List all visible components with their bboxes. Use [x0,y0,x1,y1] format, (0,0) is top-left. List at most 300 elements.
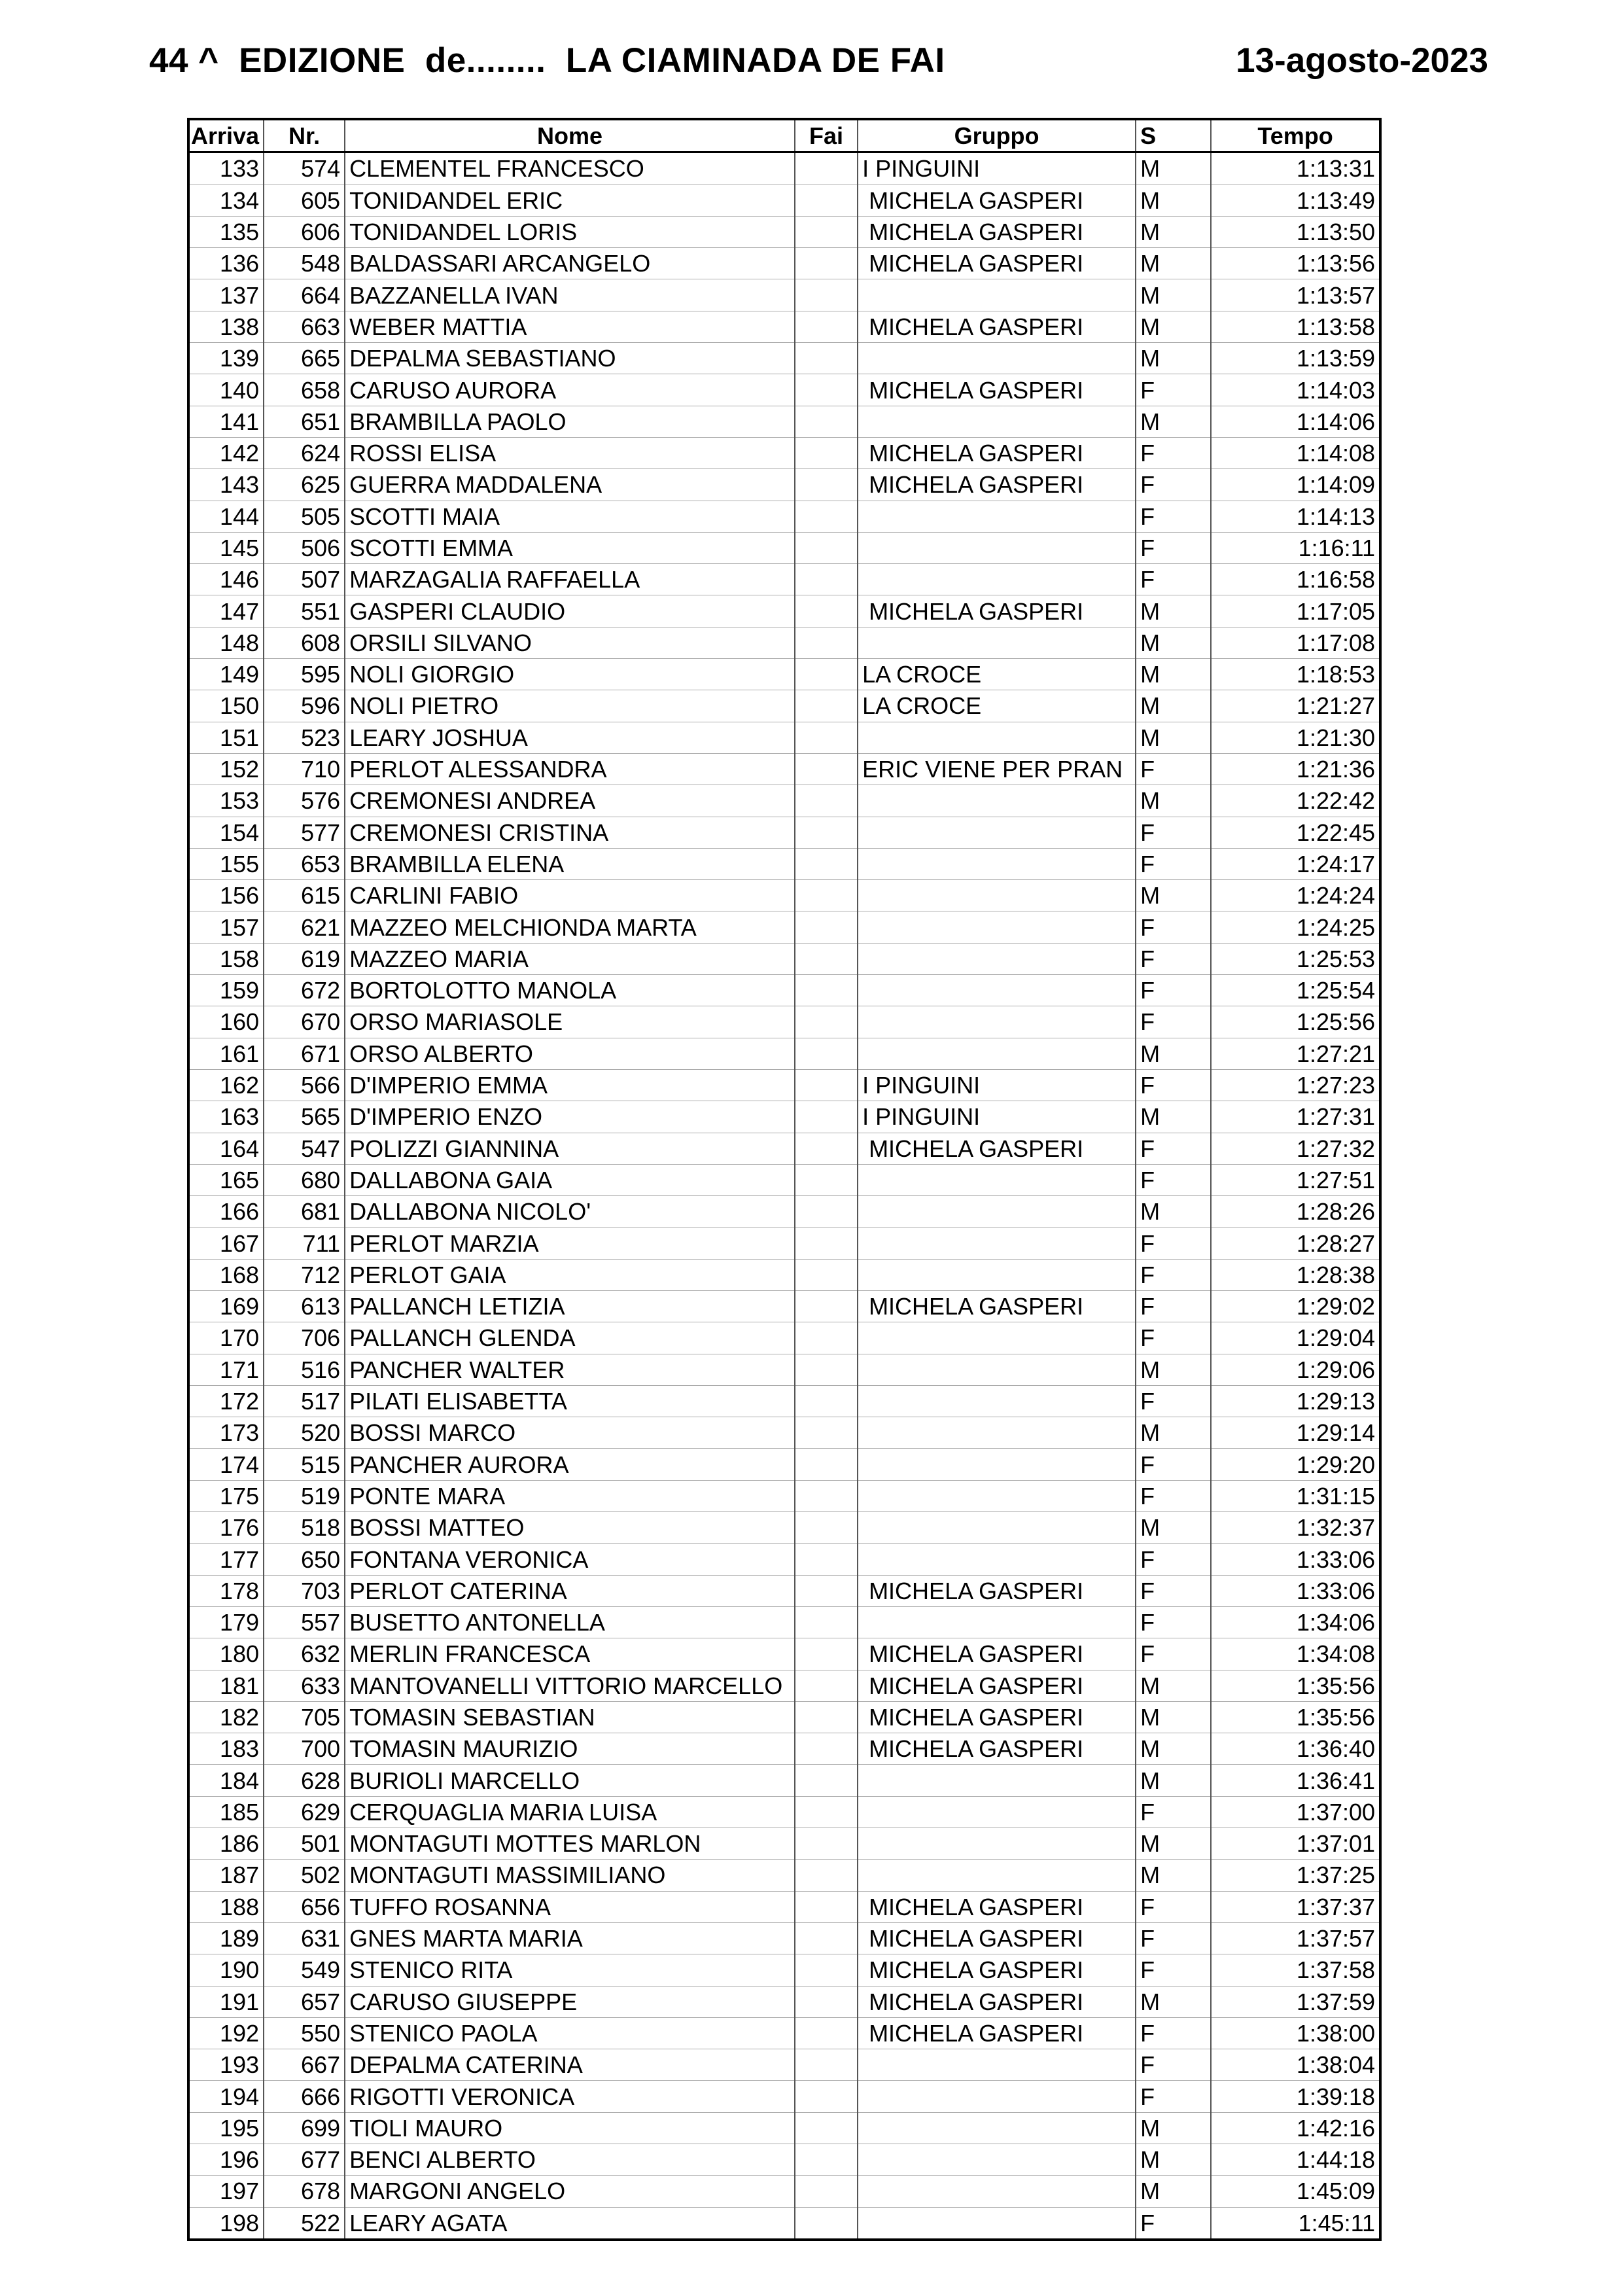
cell-sesso: M [1136,1196,1211,1227]
cell-gruppo: MICHELA GASPERI [858,248,1136,279]
cell-arriva: 133 [188,152,264,185]
cell-tempo: 1:29:20 [1211,1449,1380,1480]
table-row [188,1512,1380,1544]
cell-arriva: 183 [188,1733,264,1765]
cell-nr: 677 [264,2144,345,2176]
race-date: 13-agosto-2023 [1236,41,1488,80]
cell-arriva: 146 [188,564,264,595]
cell-sesso: M [1136,152,1211,185]
cell-gruppo [858,1196,1136,1227]
table-row [188,1796,1380,1828]
cell-tempo: 1:24:17 [1211,848,1380,879]
table-row [188,1101,1380,1133]
cell-nr: 613 [264,1290,345,1322]
cell-arriva: 174 [188,1449,264,1480]
cell-tempo: 1:29:14 [1211,1417,1380,1449]
cell-nr: 711 [264,1227,345,1259]
table-row [188,2049,1380,2081]
cell-fai [795,343,858,374]
cell-arriva: 197 [188,2176,264,2207]
cell-fai [795,1575,858,1606]
cell-fai [795,2176,858,2207]
cell-sesso: M [1136,279,1211,311]
cell-nr: 615 [264,880,345,911]
cell-tempo: 1:36:40 [1211,1733,1380,1765]
cell-tempo: 1:45:09 [1211,2176,1380,2207]
table-row [188,1733,1380,1765]
cell-arriva: 180 [188,1638,264,1670]
table-row [188,943,1380,974]
cell-sesso: M [1136,1101,1211,1133]
cell-nome: SCOTTI EMMA [345,532,795,563]
cell-tempo: 1:27:31 [1211,1101,1380,1133]
cell-fai [795,690,858,722]
cell-fai [795,848,858,879]
cell-nome: TONIDANDEL LORIS [345,216,795,247]
cell-sesso: M [1136,248,1211,279]
cell-nome: WEBER MATTIA [345,311,795,342]
cell-gruppo [858,817,1136,848]
table-row [188,753,1380,785]
cell-gruppo [858,1385,1136,1417]
table-row [188,216,1380,247]
cell-nome: PERLOT CATERINA [345,1575,795,1606]
cell-nome: POLIZZI GIANNINA [345,1133,795,1164]
cell-arriva: 179 [188,1606,264,1638]
cell-tempo: 1:37:00 [1211,1796,1380,1828]
cell-sesso: M [1136,880,1211,911]
cell-fai [795,1922,858,1954]
cell-gruppo: MICHELA GASPERI [858,1954,1136,1986]
cell-sesso: F [1136,1385,1211,1417]
table-row [188,1954,1380,1986]
cell-fai [795,216,858,247]
cell-nome: CLEMENTEL FRANCESCO [345,152,795,185]
cell-gruppo [858,1449,1136,1480]
cell-nome: MAZZEO MELCHIONDA MARTA [345,911,795,943]
cell-nome: CREMONESI ANDREA [345,785,795,817]
cell-arriva: 140 [188,374,264,406]
cell-nome: DEPALMA SEBASTIANO [345,343,795,374]
cell-fai [795,753,858,785]
table-row [188,627,1380,658]
cell-fai [795,817,858,848]
cell-sesso: M [1136,1512,1211,1544]
cell-fai [795,1417,858,1449]
cell-sesso: F [1136,975,1211,1006]
cell-arriva: 161 [188,1038,264,1069]
cell-sesso: F [1136,1006,1211,1038]
cell-fai [795,1765,858,1796]
table-row [188,2017,1380,2049]
cell-nr: 547 [264,1133,345,1164]
table-row [188,437,1380,468]
cell-arriva: 147 [188,595,264,627]
table-row [188,1164,1380,1195]
table-row [188,722,1380,753]
cell-arriva: 188 [188,1891,264,1922]
cell-nr: 624 [264,437,345,468]
cell-fai [795,1385,858,1417]
cell-fai [795,1891,858,1922]
cell-tempo: 1:44:18 [1211,2144,1380,2176]
cell-nr: 551 [264,595,345,627]
cell-gruppo [858,279,1136,311]
cell-sesso: M [1136,216,1211,247]
cell-nr: 625 [264,469,345,501]
cell-sesso: F [1136,501,1211,532]
cell-tempo: 1:29:04 [1211,1322,1380,1354]
cell-sesso: F [1136,1069,1211,1101]
table-row [188,1606,1380,1638]
cell-gruppo: MICHELA GASPERI [858,595,1136,627]
cell-sesso: M [1136,1765,1211,1796]
column-header-nr: Nr. [264,119,345,152]
table-row [188,911,1380,943]
cell-nr: 712 [264,1259,345,1290]
cell-nome: ORSO ALBERTO [345,1038,795,1069]
table-row [188,501,1380,532]
cell-tempo: 1:37:59 [1211,1986,1380,2017]
cell-nr: 699 [264,2112,345,2144]
cell-gruppo [858,406,1136,437]
cell-fai [795,722,858,753]
cell-nome: ROSSI ELISA [345,437,795,468]
cell-fai [795,1006,858,1038]
cell-nr: 678 [264,2176,345,2207]
results-body [188,152,1380,2240]
cell-arriva: 168 [188,1259,264,1290]
cell-sesso: F [1136,1227,1211,1259]
cell-nome: MARGONI ANGELO [345,2176,795,2207]
cell-sesso: F [1136,1449,1211,1480]
cell-arriva: 135 [188,216,264,247]
cell-tempo: 1:28:38 [1211,1259,1380,1290]
cell-nome: SCOTTI MAIA [345,501,795,532]
cell-nr: 520 [264,1417,345,1449]
cell-gruppo: MICHELA GASPERI [858,1638,1136,1670]
cell-tempo: 1:16:11 [1211,532,1380,563]
cell-arriva: 148 [188,627,264,658]
cell-fai [795,248,858,279]
table-row [188,1575,1380,1606]
cell-nome: BENCI ALBERTO [345,2144,795,2176]
cell-gruppo [858,2144,1136,2176]
cell-gruppo [858,1006,1136,1038]
cell-gruppo [858,975,1136,1006]
table-row [188,848,1380,879]
cell-sesso: F [1136,1606,1211,1638]
table-row [188,532,1380,563]
table-row [188,311,1380,342]
cell-arriva: 160 [188,1006,264,1038]
cell-gruppo [858,2112,1136,2144]
cell-sesso: F [1136,2081,1211,2112]
cell-gruppo: MICHELA GASPERI [858,1733,1136,1765]
cell-nr: 574 [264,152,345,185]
cell-sesso: F [1136,753,1211,785]
cell-arriva: 150 [188,690,264,722]
table-header-row [188,119,1380,152]
cell-nr: 522 [264,2207,345,2240]
results-table [187,118,1382,2241]
cell-arriva: 185 [188,1796,264,1828]
cell-nr: 670 [264,1006,345,1038]
cell-sesso: M [1136,627,1211,658]
column-header-fai: Fai [795,119,858,152]
cell-tempo: 1:22:42 [1211,785,1380,817]
cell-arriva: 170 [188,1322,264,1354]
cell-nome: CARUSO GIUSEPPE [345,1986,795,2017]
cell-nome: GASPERI CLAUDIO [345,595,795,627]
cell-arriva: 138 [188,311,264,342]
cell-arriva: 189 [188,1922,264,1954]
cell-nome: DALLABONA NICOLO' [345,1196,795,1227]
cell-nome: GNES MARTA MARIA [345,1922,795,1954]
cell-arriva: 195 [188,2112,264,2144]
cell-nr: 628 [264,1765,345,1796]
cell-arriva: 169 [188,1290,264,1322]
cell-sesso: F [1136,374,1211,406]
cell-sesso: M [1136,311,1211,342]
table-row [188,1259,1380,1290]
cell-fai [795,1133,858,1164]
cell-sesso: F [1136,2049,1211,2081]
cell-nome: PALLANCH LETIZIA [345,1290,795,1322]
table-row [188,1701,1380,1733]
cell-sesso: M [1136,690,1211,722]
cell-nr: 658 [264,374,345,406]
cell-gruppo: MICHELA GASPERI [858,469,1136,501]
table-row [188,1385,1380,1417]
cell-arriva: 178 [188,1575,264,1606]
cell-tempo: 1:28:26 [1211,1196,1380,1227]
cell-nome: CARLINI FABIO [345,880,795,911]
cell-nr: 700 [264,1733,345,1765]
cell-gruppo: ERIC VIENE PER PRAN [858,753,1136,785]
cell-nr: 710 [264,753,345,785]
cell-nome: BALDASSARI ARCANGELO [345,248,795,279]
cell-nome: PONTE MARA [345,1480,795,1511]
cell-tempo: 1:27:21 [1211,1038,1380,1069]
cell-tempo: 1:17:05 [1211,595,1380,627]
cell-nr: 576 [264,785,345,817]
cell-nr: 596 [264,690,345,722]
cell-nome: MERLIN FRANCESCA [345,1638,795,1670]
table-row [188,1638,1380,1670]
cell-tempo: 1:25:53 [1211,943,1380,974]
cell-arriva: 149 [188,659,264,690]
cell-nr: 619 [264,943,345,974]
table-row [188,1891,1380,1922]
cell-fai [795,2081,858,2112]
table-row [188,406,1380,437]
cell-sesso: M [1136,2144,1211,2176]
page-header [149,41,1488,93]
cell-nr: 631 [264,1922,345,1954]
cell-fai [795,1733,858,1765]
cell-tempo: 1:37:58 [1211,1954,1380,1986]
cell-tempo: 1:22:45 [1211,817,1380,848]
cell-fai [795,1227,858,1259]
cell-nome: FONTANA VERONICA [345,1544,795,1575]
cell-tempo: 1:33:06 [1211,1575,1380,1606]
cell-gruppo [858,1796,1136,1828]
table-row [188,1069,1380,1101]
cell-tempo: 1:27:23 [1211,1069,1380,1101]
cell-nr: 505 [264,501,345,532]
cell-sesso: M [1136,2112,1211,2144]
cell-gruppo: I PINGUINI [858,1101,1136,1133]
table-row [188,2081,1380,2112]
cell-gruppo [858,1480,1136,1511]
column-header-tempo: Tempo [1211,119,1380,152]
cell-fai [795,152,858,185]
table-row [188,1196,1380,1227]
table-row [188,785,1380,817]
cell-sesso: F [1136,1544,1211,1575]
cell-nome: RIGOTTI VERONICA [345,2081,795,2112]
page-title: 44 ^ EDIZIONE de........ LA CIAMINADA DE FAI [149,41,945,80]
cell-arriva: 152 [188,753,264,785]
cell-tempo: 1:24:25 [1211,911,1380,943]
cell-nome: LEARY AGATA [345,2207,795,2240]
cell-gruppo: MICHELA GASPERI [858,1290,1136,1322]
cell-tempo: 1:37:25 [1211,1860,1380,1891]
cell-arriva: 171 [188,1354,264,1385]
cell-tempo: 1:13:49 [1211,185,1380,216]
cell-tempo: 1:14:06 [1211,406,1380,437]
cell-gruppo [858,1417,1136,1449]
cell-tempo: 1:17:08 [1211,627,1380,658]
cell-gruppo [858,1164,1136,1195]
cell-fai [795,501,858,532]
cell-nr: 517 [264,1385,345,1417]
cell-sesso: F [1136,1164,1211,1195]
table-row [188,1038,1380,1069]
cell-arriva: 173 [188,1417,264,1449]
cell-sesso: M [1136,1986,1211,2017]
cell-nr: 507 [264,564,345,595]
cell-gruppo: I PINGUINI [858,152,1136,185]
cell-fai [795,627,858,658]
table-row [188,1828,1380,1860]
cell-nome: TUFFO ROSANNA [345,1891,795,1922]
cell-arriva: 142 [188,437,264,468]
cell-gruppo [858,1606,1136,1638]
cell-fai [795,437,858,468]
cell-nr: 550 [264,2017,345,2049]
cell-gruppo [858,943,1136,974]
cell-tempo: 1:37:57 [1211,1922,1380,1954]
cell-sesso: M [1136,1354,1211,1385]
cell-fai [795,1259,858,1290]
cell-nome: D'IMPERIO EMMA [345,1069,795,1101]
cell-arriva: 184 [188,1765,264,1796]
cell-nome: PERLOT GAIA [345,1259,795,1290]
cell-arriva: 144 [188,501,264,532]
cell-arriva: 182 [188,1701,264,1733]
cell-gruppo: I PINGUINI [858,1069,1136,1101]
cell-arriva: 181 [188,1670,264,1701]
cell-arriva: 162 [188,1069,264,1101]
cell-nr: 523 [264,722,345,753]
cell-gruppo [858,564,1136,595]
cell-fai [795,2049,858,2081]
cell-tempo: 1:34:06 [1211,1606,1380,1638]
cell-sesso: M [1136,1701,1211,1733]
cell-gruppo: MICHELA GASPERI [858,437,1136,468]
table-row [188,690,1380,722]
cell-tempo: 1:24:24 [1211,880,1380,911]
cell-nome: NOLI GIORGIO [345,659,795,690]
cell-nr: 515 [264,1449,345,1480]
cell-nr: 681 [264,1196,345,1227]
table-row [188,564,1380,595]
cell-nome: BURIOLI MARCELLO [345,1765,795,1796]
cell-nome: PANCHER AURORA [345,1449,795,1480]
cell-arriva: 172 [188,1385,264,1417]
cell-arriva: 191 [188,1986,264,2017]
cell-gruppo [858,1354,1136,1385]
cell-tempo: 1:13:58 [1211,311,1380,342]
cell-sesso: F [1136,2207,1211,2240]
cell-nome: PERLOT ALESSANDRA [345,753,795,785]
cell-nr: 566 [264,1069,345,1101]
cell-nr: 605 [264,185,345,216]
cell-nome: MAZZEO MARIA [345,943,795,974]
cell-fai [795,1828,858,1860]
cell-nome: ORSILI SILVANO [345,627,795,658]
cell-nr: 657 [264,1986,345,2017]
cell-gruppo: MICHELA GASPERI [858,1133,1136,1164]
cell-tempo: 1:33:06 [1211,1544,1380,1575]
cell-nr: 665 [264,343,345,374]
cell-fai [795,2144,858,2176]
cell-arriva: 167 [188,1227,264,1259]
cell-gruppo [858,1860,1136,1891]
cell-sesso: M [1136,185,1211,216]
cell-sesso: M [1136,1038,1211,1069]
cell-fai [795,1322,858,1354]
cell-arriva: 193 [188,2049,264,2081]
cell-tempo: 1:37:37 [1211,1891,1380,1922]
cell-gruppo [858,1227,1136,1259]
cell-gruppo [858,2176,1136,2207]
cell-arriva: 154 [188,817,264,848]
cell-sesso: M [1136,722,1211,753]
cell-fai [795,532,858,563]
cell-gruppo [858,911,1136,943]
cell-nr: 606 [264,216,345,247]
cell-gruppo: MICHELA GASPERI [858,216,1136,247]
cell-nome: CARUSO AURORA [345,374,795,406]
cell-sesso: F [1136,1133,1211,1164]
cell-fai [795,659,858,690]
cell-arriva: 155 [188,848,264,879]
cell-arriva: 187 [188,1860,264,1891]
cell-nome: NOLI PIETRO [345,690,795,722]
cell-nome: DALLABONA GAIA [345,1164,795,1195]
table-row [188,1322,1380,1354]
cell-tempo: 1:18:53 [1211,659,1380,690]
cell-arriva: 143 [188,469,264,501]
cell-arriva: 145 [188,532,264,563]
cell-nome: CERQUAGLIA MARIA LUISA [345,1796,795,1828]
cell-tempo: 1:21:30 [1211,722,1380,753]
cell-nr: 621 [264,911,345,943]
cell-nr: 516 [264,1354,345,1385]
